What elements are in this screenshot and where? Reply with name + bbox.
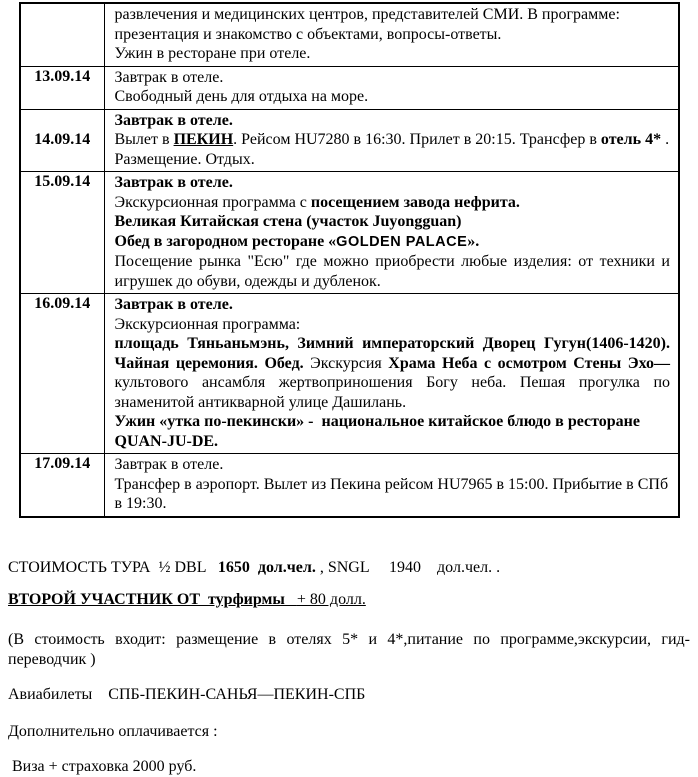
text-run: Завтрак в отеле. (114, 68, 224, 86)
paragraph (115, 334, 671, 412)
date-cell: 16.09.14 (20, 294, 104, 454)
text-run: ВТОРОЙ УЧАСТНИК ОТ турфирмы (8, 590, 297, 608)
itinerary-table-body (20, 3, 679, 517)
paragraph (115, 455, 671, 475)
text-run: культового ансамбля жертвоприношения Богу неба. Пешая прогулка по знаменитой антикварной улице Дашилань. (114, 374, 670, 411)
text-run: , SNGL 1940 дол.чел. . (315, 558, 501, 576)
text-run: Ужин в ресторане при отеле. (114, 45, 311, 62)
text-run: Ужин «утка по-пекински» - национальное китайское блюдо в ресторане QUAN-JU-DE. (114, 413, 644, 450)
description-cell (104, 3, 679, 66)
description-cell (104, 109, 679, 172)
text-run: Дополнительно оплачивается : (8, 722, 218, 740)
text-run: площадь Тяньаньмэнь, Зимний императорский Дворец Гугун(1406-1420). (114, 335, 670, 352)
table-row (20, 172, 679, 294)
description-cell (104, 454, 679, 517)
table-row (20, 454, 679, 517)
paragraph (8, 630, 690, 670)
table-row (20, 294, 679, 454)
text-run: Завтрак в отеле. (114, 456, 224, 473)
date-cell: 13.09.14 (20, 66, 104, 109)
text-run: Размещение. Отдых. (114, 150, 255, 168)
text-run: GOLDEN PALACE (336, 233, 468, 250)
paragraph (115, 111, 671, 131)
paragraph (115, 212, 671, 232)
text-run: Свободный день для отдыха на море. (114, 88, 369, 105)
paragraph (115, 412, 671, 451)
text-run: Экскурсионная программа: (114, 315, 301, 333)
paragraph (8, 722, 690, 742)
text-run: Виза + страховка 2000 руб. (8, 757, 197, 775)
text-run: Завтрак в отеле. (114, 111, 233, 129)
text-run: + 80 долл. (296, 590, 366, 608)
text-run: Трансфер в аэропорт. Вылет из Пекина рейсом HU7965 в 15:00. Прибытие в СПб в 19:30. (114, 475, 673, 512)
text-run: Посещение рынка "Есю" где можно приобрести любые изделия: от техники и игрушек до обуви, одежды и дубленок. (114, 253, 670, 290)
paragraph (115, 315, 671, 335)
text-run: СТОИМОСТЬ ТУРА ½ DBL (8, 558, 218, 576)
date-cell (20, 3, 104, 66)
paragraph (115, 252, 671, 291)
text-run: Великая Китайская стена (участок Juyongguan) (114, 213, 462, 230)
text-run: Вылет в (114, 131, 174, 148)
paragraph (8, 757, 690, 777)
text-run: презентация и знакомство с объектами, вопросы-ответы. (114, 25, 502, 43)
text-run: посещением завода нефрита. (310, 193, 520, 211)
date-cell: 15.09.14 (20, 172, 104, 294)
paragraph (8, 558, 690, 578)
footer (8, 558, 690, 777)
itinerary-table (19, 2, 680, 518)
paragraph (115, 130, 671, 150)
paragraph (115, 25, 671, 45)
paragraph (115, 87, 671, 107)
text-run: Завтрак в отеле. (114, 296, 233, 313)
date-cell: 14.09.14 (20, 109, 104, 172)
paragraph (115, 193, 671, 213)
paragraph (115, 232, 671, 253)
table-row (20, 109, 679, 172)
paragraph (8, 590, 690, 610)
text-run: . (661, 131, 670, 148)
text-run: ПЕКИН (173, 131, 234, 148)
table-row (20, 3, 679, 66)
paragraph (115, 173, 671, 193)
text-run: Авиабилеты СПБ-ПЕКИН-САНЬЯ—ПЕКИН-СПБ (8, 685, 366, 703)
paragraph (115, 5, 671, 25)
text-run: ». (467, 232, 480, 250)
paragraph (115, 44, 671, 64)
paragraph (115, 295, 671, 315)
text-run: развлечения и медицинских центров, представителей СМИ. В программе: (114, 6, 620, 23)
text-run: . Рейсом HU7280 в 16:30. Прилет в 20:15. Трансфер в (233, 131, 601, 148)
description-cell (104, 66, 679, 109)
paragraph (115, 475, 671, 514)
text-run: Храма Неба с осмотром Стены Эхо— (388, 354, 671, 372)
text-run: Экскурсия (303, 354, 389, 372)
description-cell (104, 172, 679, 294)
text-run: отель 4* (600, 131, 662, 148)
paragraph (8, 685, 690, 705)
paragraph (115, 150, 671, 170)
paragraph (115, 68, 671, 88)
text-run: Обед. (264, 354, 304, 372)
text-run: (В стоимость входит: размещение в отелях 5* и 4*,питание по программе,экскурсии, гид-переводчик ) (8, 630, 690, 668)
table-row (20, 66, 679, 109)
text-run: Обед в загородном ресторане « (114, 232, 337, 250)
text-run: Экскурсионная программа с (114, 193, 311, 211)
text-run: Чайная церемония. (114, 354, 265, 372)
date-cell: 17.09.14 (20, 454, 104, 517)
text-run: Завтрак в отеле. (114, 174, 233, 191)
description-cell (104, 294, 679, 454)
text-run: 1650 дол.чел. (217, 558, 316, 576)
